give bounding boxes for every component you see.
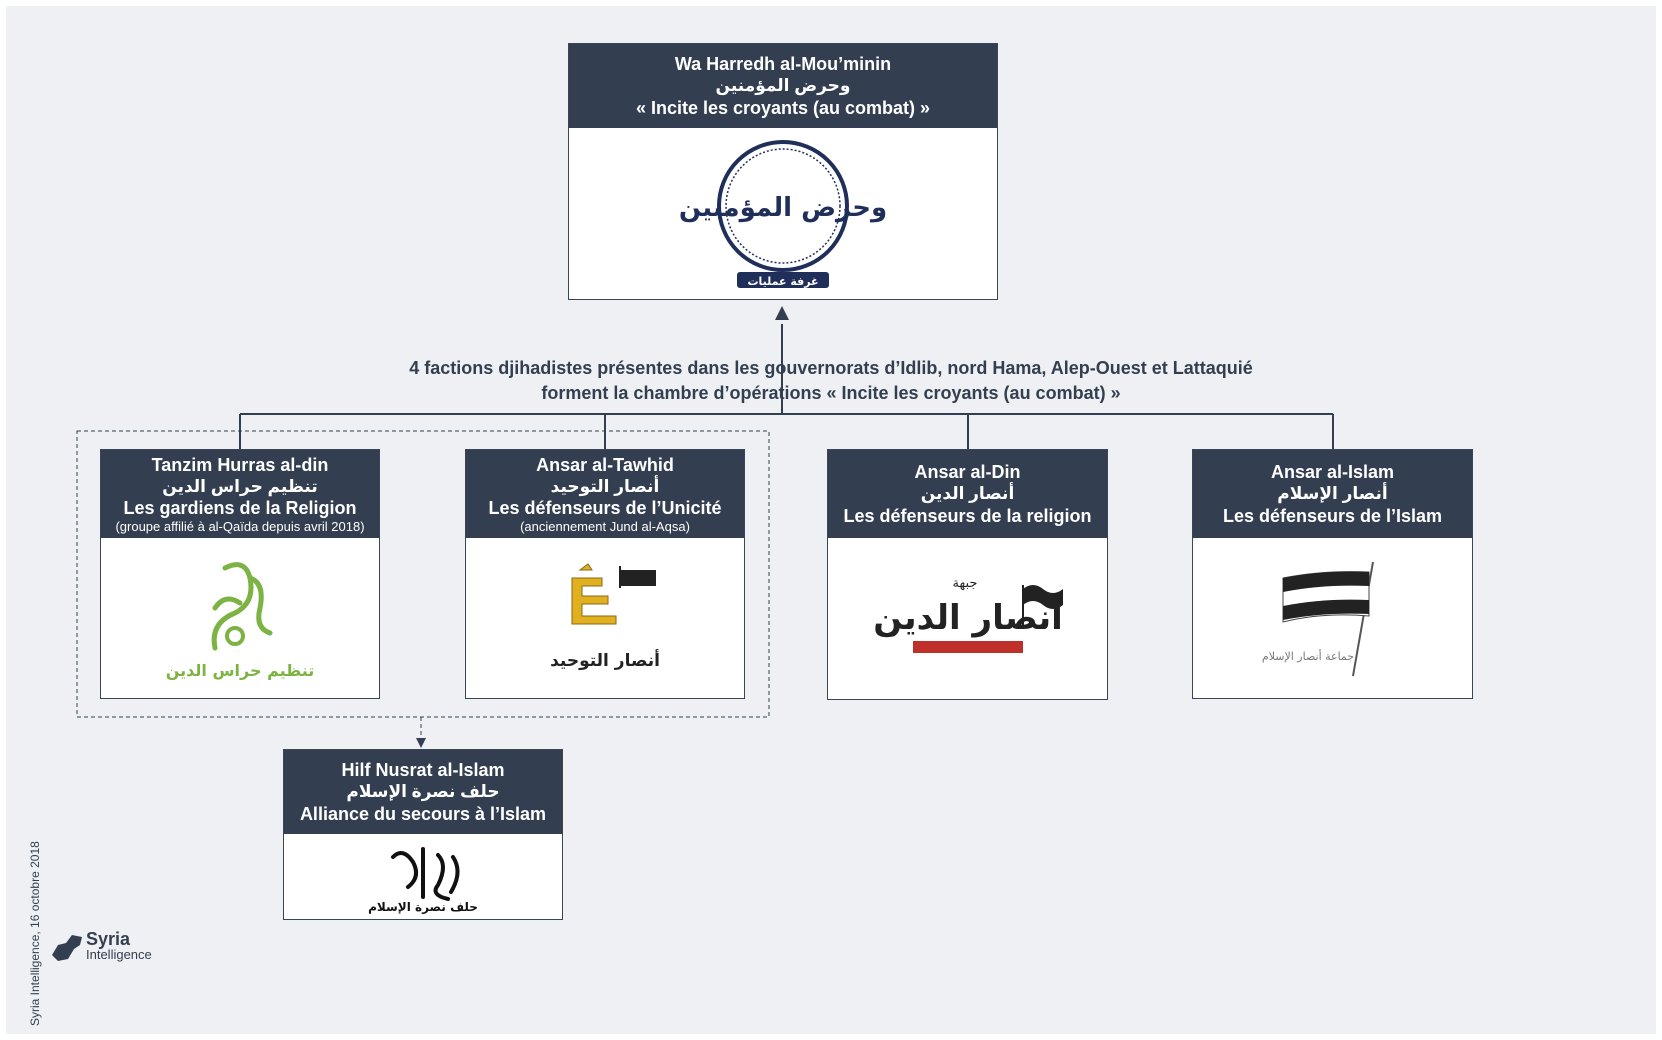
alliance-header bbox=[284, 750, 562, 834]
faction-name: Ansar al-Tawhid bbox=[536, 454, 674, 475]
ansar-din-logo-top: جبهة bbox=[952, 575, 977, 591]
wa-harredh-seal-logo bbox=[678, 134, 888, 294]
diagram-canvas bbox=[6, 6, 1656, 1034]
alliance-name: Hilf Nusrat al-Islam bbox=[341, 759, 505, 780]
seal-calligraphy: وحرض المؤمنين bbox=[678, 192, 888, 223]
tawhid-logo-text: أنصار التوحيد bbox=[550, 651, 660, 671]
faction-box-hurras-al-din bbox=[100, 449, 380, 699]
alliance-arabic: حلف نصرة الإسلام bbox=[346, 781, 500, 801]
faction-logo-area bbox=[1193, 538, 1472, 698]
faction-name: Tanzim Hurras al-din bbox=[151, 454, 329, 475]
syria-map-icon bbox=[50, 931, 84, 961]
main-logo-area bbox=[569, 128, 997, 299]
faction-box-ansar-al-tawhid bbox=[465, 449, 745, 699]
faction-arabic: أنصار الدين bbox=[920, 483, 1015, 503]
hurras-logo-text: تنظيم حراس الدين bbox=[165, 661, 315, 680]
hilf-nusrat-logo bbox=[363, 837, 483, 917]
arrow-up-icon bbox=[775, 306, 789, 320]
faction-translation: Les défenseurs de la religion bbox=[843, 505, 1092, 526]
main-operations-room-box bbox=[568, 43, 998, 300]
arrow-down-icon bbox=[416, 738, 426, 748]
faction-arabic: تنظيم حراس الدين bbox=[162, 476, 318, 496]
ansar-al-din-logo bbox=[873, 549, 1063, 689]
faction-translation: Les défenseurs de l’Unicité bbox=[488, 497, 722, 518]
caption-line-1: 4 factions djihadistes présentes dans les gouvernorats d’Idlib, nord Hama, Alep-Ouest et Lattaquié bbox=[409, 358, 1253, 378]
faction-translation: Les défenseurs de l’Islam bbox=[1222, 505, 1443, 526]
main-arabic: وحرض المؤمنين bbox=[715, 75, 851, 95]
caption-line-2: forment la chambre d’opérations « Incite les croyants (au combat) » bbox=[541, 383, 1121, 403]
faction-arabic: أنصار الإسلام bbox=[1277, 483, 1388, 503]
faction-header bbox=[828, 450, 1107, 538]
faction-logo-area bbox=[828, 538, 1107, 699]
brand-line-2: Intelligence bbox=[86, 947, 152, 962]
faction-header bbox=[101, 450, 379, 538]
ansar-din-logo-text: أنصار الدين bbox=[872, 597, 1063, 638]
faction-note: (anciennement Jund al-Aqsa) bbox=[520, 518, 690, 534]
main-name: Wa Harredh al-Mou’minin bbox=[674, 53, 892, 74]
diagram-caption bbox=[6, 356, 1656, 406]
hilf-logo-text: حلف نصرة الإسلام bbox=[368, 899, 478, 914]
alliance-translation: Alliance du secours à l’Islam bbox=[299, 803, 547, 824]
main-translation: « Incite les croyants (au combat) » bbox=[635, 97, 931, 118]
hurras-al-din-logo bbox=[155, 548, 325, 688]
faction-logo-area bbox=[466, 538, 744, 698]
faction-name: Ansar al-Din bbox=[914, 461, 1021, 482]
brand-line-1: Syria bbox=[86, 929, 131, 949]
main-header bbox=[569, 44, 997, 128]
faction-header bbox=[466, 450, 744, 538]
seal-subtitle: غرفة عمليات bbox=[747, 274, 819, 288]
faction-arabic: أنصار التوحيد bbox=[550, 476, 660, 496]
faction-header bbox=[1193, 450, 1472, 538]
ansar-al-islam-flag-logo bbox=[1253, 548, 1413, 688]
faction-note: (groupe affilié à al-Qaïda depuis avril 2018) bbox=[115, 518, 365, 534]
faction-translation: Les gardiens de la Religion bbox=[123, 497, 357, 518]
faction-box-ansar-al-din bbox=[827, 449, 1108, 700]
alliance-box-hilf-nusrat-al-islam bbox=[283, 749, 563, 920]
syria-intelligence-brand bbox=[50, 930, 152, 962]
ansar-islam-logo-text: جماعة أنصار الإسلام bbox=[1261, 650, 1354, 663]
alliance-logo-area bbox=[284, 834, 562, 919]
source-credit: Syria Intelligence, 16 octobre 2018 bbox=[28, 841, 42, 1026]
faction-name: Ansar al-Islam bbox=[1270, 461, 1395, 482]
faction-logo-area bbox=[101, 538, 379, 698]
faction-box-ansar-al-islam bbox=[1192, 449, 1473, 699]
ansar-al-tawhid-logo bbox=[520, 548, 690, 688]
